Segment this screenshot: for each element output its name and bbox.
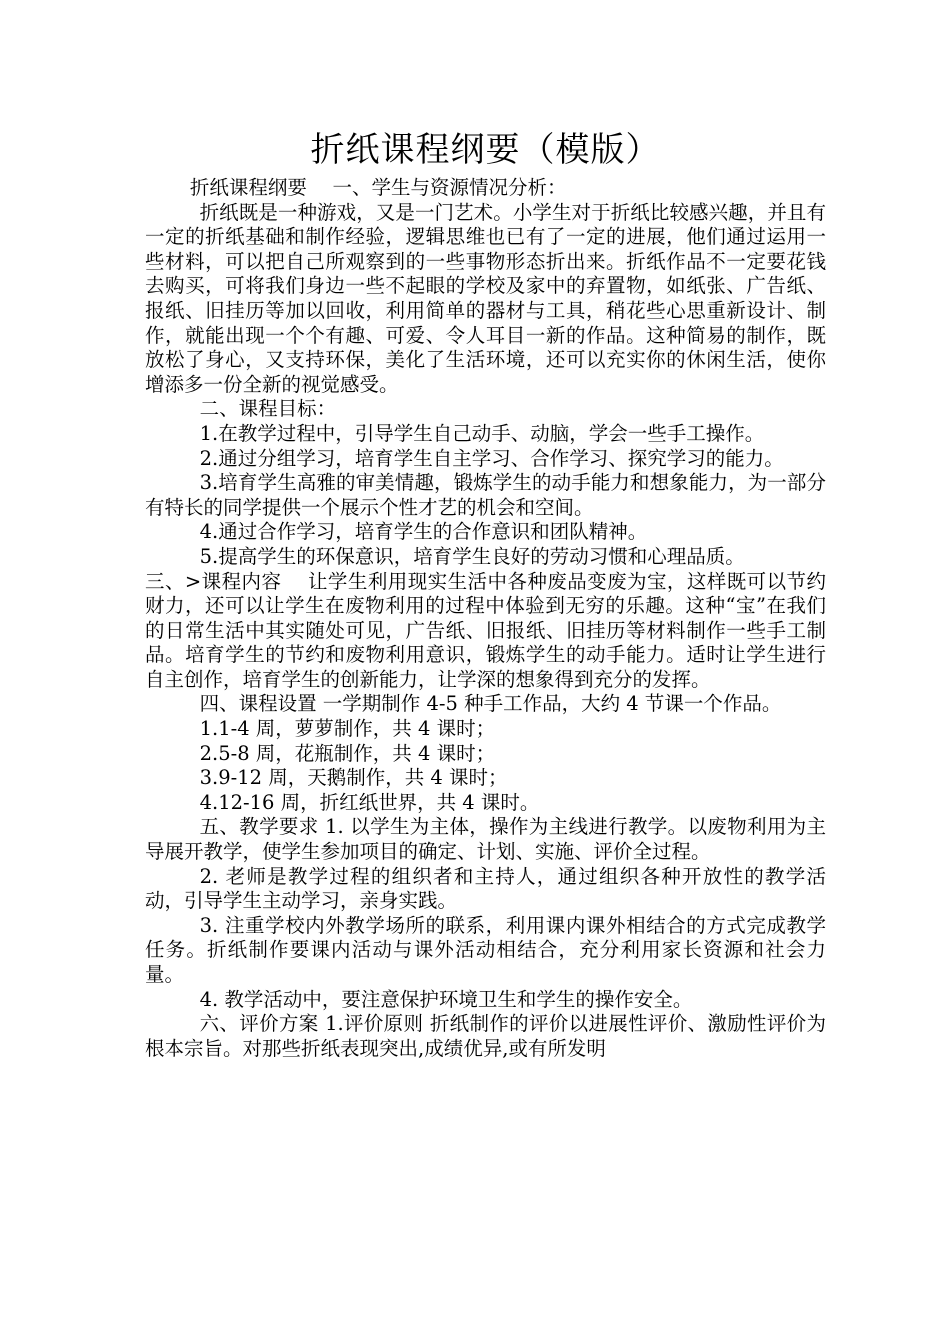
- paragraph-goal-4: 4.通过合作学习，培育学生的合作意识和团队精神。: [199, 520, 648, 544]
- paragraph-schedule-4: 4.12-16 周，折红纸世界，共 4 课时。: [199, 790, 540, 814]
- paragraph-goal-1: 1.在教学过程中，引导学生自己动手、动脑，学会一些手工操作。: [199, 421, 765, 445]
- paragraph-evaluation: 六、评价方案 1.评价原则 折纸制作的评价以进展性评价、激励性评价为根本宗旨。对那些折纸表现突出,成绩优异,或有所发明: [145, 1012, 826, 1060]
- paragraph-student-analysis: 折纸既是一种游戏，又是一门艺术。小学生对于折纸比较感兴趣，并且有一定的折纸基础和制作经验，逻辑思维也已有了一定的进展，他们通过运用一些材料，可以把自己所观察到的一些事物形态折出来。折纸作品不一定要花钱去购买，可将我们身边一些不起眼的学校及家中的弃置物，如纸张、广告纸、报纸、旧挂历等加以回收，利用简单的器材与工具，稍花些心思重新设计、制作，就能出现一个个有趣、可爱、令人耳目一新的作品。这种简易的制作，既放松了身心，又支持环保，美化了生活环境，还可以充实你的休闲生活，使你增添多一份全新的视觉感受。: [145, 200, 826, 396]
- paragraph-goal-2: 2.通过分组学习，培育学生自主学习、合作学习、探究学习的能力。: [199, 446, 784, 470]
- paragraph-teaching-req-3: 3. 注重学校内外教学场所的联系，利用课内课外相结合的方式完成教学任务。折纸制作要课内活动与课外活动相结合，充分利用家长资源和社会力量。: [145, 913, 826, 986]
- paragraph-course-content: 三、>课程内容 让学生利用现实生活中各种废品变废为宝，这样既可以节约财力，还可以让学生在废物利用的过程中体验到无穷的乐趣。这种“宝”在我们的日常生活中其实随处可见，广告纸、旧报纸、旧挂历等材料制作一些手工制品。培育学生的节约和废物利用意识，锻炼学生的动手能力。适时让学生进行自主创作，培育学生的创新能力，让学深的想象得到充分的发挥。: [145, 569, 826, 691]
- paragraph-schedule-2: 2.5-8 周，花瓶制作，共 4 课时；: [199, 741, 496, 765]
- paragraph-goal-5: 5.提高学生的环保意识，培育学生良好的劳动习惯和心理品质。: [199, 544, 745, 568]
- paragraph-teaching-req-2: 2. 老师是教学过程的组织者和主持人，通过组织各种开放性的教学活动，引导学生主动学习，亲身实践。: [145, 864, 826, 913]
- paragraph-intro-heading: 折纸课程纲要 一、学生与资源情况分析：: [189, 176, 567, 199]
- paragraph-schedule-3: 3.9-12 周，天鹅制作，共 4 课时；: [199, 766, 508, 790]
- paragraph-teaching-req-4: 4. 教学活动中，要注意保护环境卫生和学生的操作安全。: [199, 987, 693, 1011]
- paragraph-course-setup: 四、课程设置 一学期制作 4-5 种手工作品，大约 4 节课一个作品。: [199, 692, 782, 716]
- document-title: 折纸课程纲要（模版）: [310, 130, 661, 170]
- paragraph-goal-3: 3.培育学生高雅的审美情趣，锻炼学生的动手能力和想象能力，为一部分有特长的同学提供一个展示个性才艺的机会和空间。: [145, 471, 826, 519]
- paragraph-schedule-1: 1.1-4 周，萝萝制作，共 4 课时；: [199, 717, 496, 741]
- paragraph-teaching-req-1: 五、教学要求 1. 以学生为主体，操作为主线进行教学。以废物利用为主导展开教学，使学生参加项目的确定、计划、实施、评价全过程。: [145, 815, 826, 864]
- paragraph-goals-heading: 二、课程目标：: [199, 397, 337, 421]
